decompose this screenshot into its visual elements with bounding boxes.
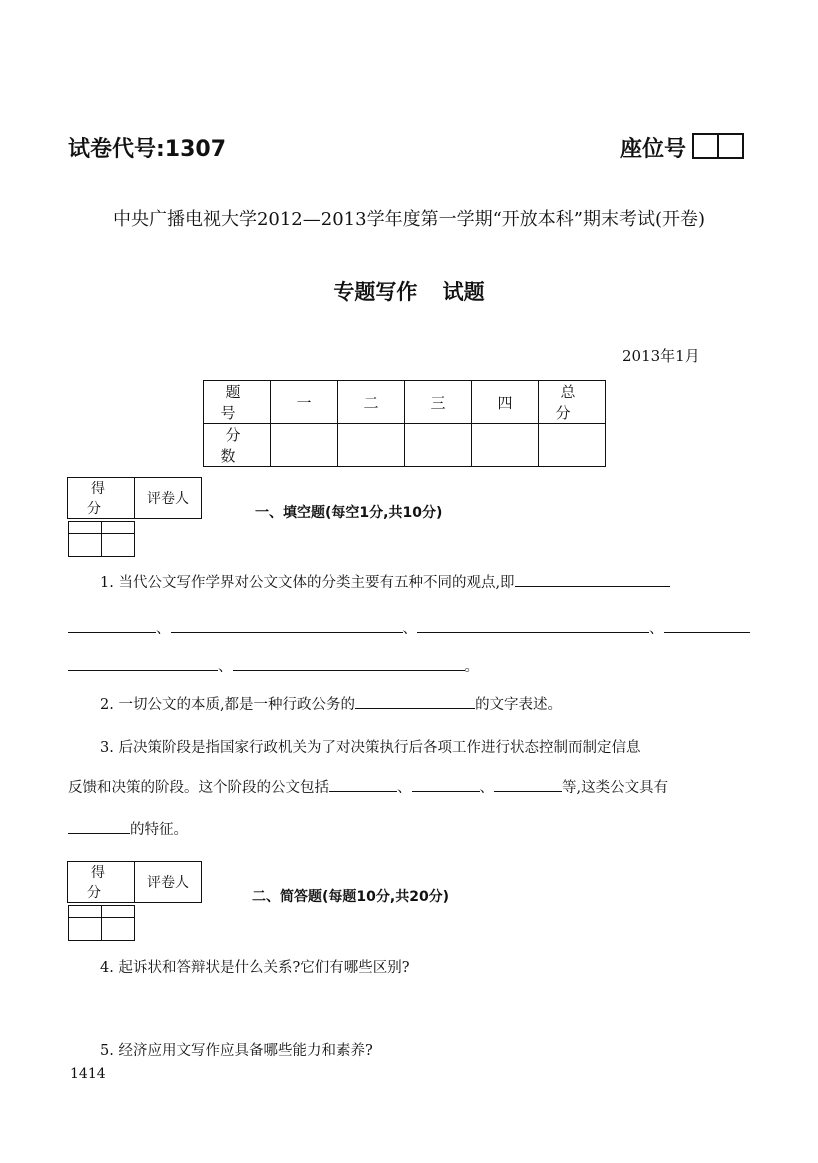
separator: 。: [464, 659, 479, 675]
question-3-text-4: 的特征。: [130, 822, 188, 838]
grader-score-blank[interactable]: [68, 522, 101, 557]
separator: 、: [479, 780, 494, 796]
grader-table: [67, 477, 202, 538]
page-number: 1414: [70, 1066, 106, 1082]
score-table-blank[interactable]: [539, 424, 606, 467]
section-1-title: 一、填空题(每空1分,共10分): [255, 505, 443, 521]
answer-blank[interactable]: [68, 821, 130, 834]
answer-blank[interactable]: [171, 620, 403, 633]
question-3: [68, 736, 742, 757]
question-1-line-3: [68, 655, 742, 676]
answer-blank[interactable]: [68, 658, 218, 671]
score-table-blank[interactable]: [338, 424, 405, 467]
score-table-header-row: [204, 381, 606, 424]
question-2: [68, 693, 742, 714]
answer-blank[interactable]: [355, 696, 475, 709]
answer-blank[interactable]: [233, 658, 465, 671]
question-1-line-2: [68, 617, 742, 638]
score-table-cell: 二: [338, 381, 405, 424]
grader-name-blank[interactable]: [101, 522, 134, 557]
score-table-cell: 题 号: [204, 381, 271, 424]
subject-title: 专题写作 试题: [333, 280, 485, 304]
exam-title: 中央广播电视大学2012—2013学年度第一学期“开放本科”期末考试(开卷): [112, 209, 706, 230]
question-2-text: 2. 一切公文的本质,都是一种行政公务的: [100, 697, 356, 713]
grader-score-blank[interactable]: [68, 906, 101, 941]
separator: 、: [402, 621, 417, 637]
question-3-text-2: 反馈和决策的阶段。这个阶段的公文包括: [68, 780, 329, 796]
answer-blank[interactable]: [329, 779, 397, 792]
seat-number-label: 座位号: [620, 137, 687, 162]
question-5: 5. 经济应用文写作应具备哪些能力和素养?: [100, 1043, 373, 1059]
exam-date: 2013年1月: [622, 347, 700, 365]
score-table-score-row: [204, 424, 606, 467]
grader-name-blank[interactable]: [101, 906, 134, 941]
score-table-blank[interactable]: [271, 424, 338, 467]
separator: 、: [218, 659, 233, 675]
grader-name-label: 评卷人: [135, 478, 202, 519]
grader-table: [67, 861, 202, 922]
question-4: 4. 起诉状和答辩状是什么关系?它们有哪些区别?: [100, 960, 410, 976]
question-1: [68, 571, 742, 592]
grader-score-label: 得 分: [68, 478, 135, 519]
answer-blank[interactable]: [494, 779, 562, 792]
separator: 、: [156, 621, 171, 637]
grader-name-label: 评卷人: [135, 862, 202, 903]
answer-blank[interactable]: [515, 574, 670, 587]
answer-blank[interactable]: [417, 620, 649, 633]
score-table: [203, 380, 606, 467]
score-table-cell: 四: [472, 381, 539, 424]
exam-code: 试卷代号:1307: [68, 137, 227, 162]
answer-blank[interactable]: [664, 620, 750, 633]
answer-blank[interactable]: [412, 779, 480, 792]
score-table-blank[interactable]: [405, 424, 472, 467]
question-3-line-3: [68, 818, 742, 839]
score-table-blank[interactable]: [472, 424, 539, 467]
separator: 、: [397, 780, 412, 796]
seat-number-boxes: [692, 133, 744, 159]
section-2-title: 二、简答题(每题10分,共20分): [252, 889, 450, 905]
question-3-text-3: 等,这类公文具有: [562, 780, 669, 796]
grader-score-label: 得 分: [68, 862, 135, 903]
score-table-cell: 分 数: [204, 424, 271, 467]
separator: 、: [649, 621, 664, 637]
question-1-text: 1. 当代公文写作学界对公文文体的分类主要有五种不同的观点,即: [100, 575, 515, 591]
score-table-cell: 三: [405, 381, 472, 424]
question-3-line-2: [68, 776, 742, 797]
score-table-cell: 总 分: [539, 381, 606, 424]
question-3-text: 3. 后决策阶段是指国家行政机关为了对决策执行后各项工作进行状态控制而制定信息: [100, 740, 641, 756]
score-table-cell: 一: [271, 381, 338, 424]
question-2-text-end: 的文字表述。: [475, 697, 563, 713]
answer-blank[interactable]: [68, 620, 156, 633]
